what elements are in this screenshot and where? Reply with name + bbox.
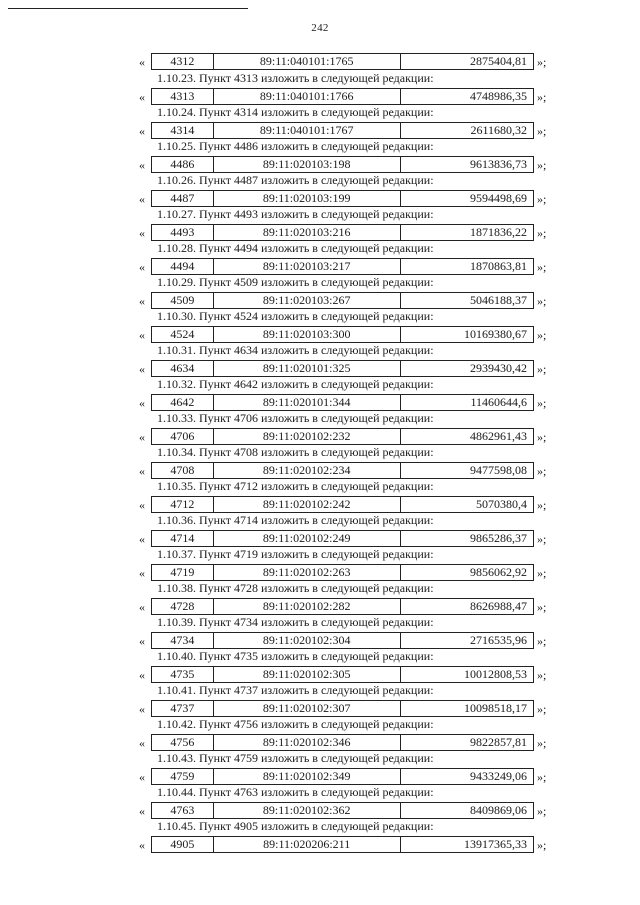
open-quote: « (139, 600, 145, 614)
amendment-heading: 1.10.30. Пункт 4524 изложить в следующей редакции: (157, 309, 434, 323)
amendment-heading-row (0, 682, 640, 699)
open-quote: « (139, 90, 145, 104)
amendment-heading-row (0, 206, 640, 223)
table-row (0, 393, 640, 410)
amendment-heading: 1.10.29. Пункт 4509 изложить в следующей редакции: (157, 275, 434, 289)
close-quote: »; (537, 566, 547, 580)
data-table-row (151, 326, 534, 343)
data-table-row (151, 258, 534, 275)
table-row (0, 665, 640, 682)
data-table-row (151, 292, 534, 309)
amendment-heading: 1.10.26. Пункт 4487 изложить в следующей редакции: (157, 173, 434, 187)
data-table-row (151, 734, 534, 751)
amendment-heading: 1.10.33. Пункт 4706 изложить в следующей редакции: (157, 411, 434, 425)
data-table-row (151, 530, 534, 547)
close-quote: »; (537, 736, 547, 750)
amendment-heading-row (0, 716, 640, 733)
item-number-cell: 4734 (152, 633, 214, 648)
amendment-heading: 1.10.42. Пункт 4756 изложить в следующей редакции: (157, 717, 434, 731)
cadastral-number-cell: 89:11:020102:242 (214, 497, 401, 512)
data-table-row (151, 632, 534, 649)
close-quote: »; (537, 702, 547, 716)
value-cell: 2875404,81 (470, 54, 527, 68)
close-quote: »; (537, 362, 547, 376)
open-quote: « (139, 668, 145, 682)
cadastral-number-cell: 89:11:020103:300 (214, 327, 401, 342)
value-cell: 2939430,42 (470, 361, 527, 375)
close-quote: »; (537, 838, 547, 852)
item-number-cell: 4509 (152, 293, 214, 308)
amendment-heading-row (0, 478, 640, 495)
value-cell: 9822857,81 (470, 735, 527, 749)
open-quote: « (139, 396, 145, 410)
close-quote: »; (537, 158, 547, 172)
data-table-row (151, 53, 534, 70)
data-line (0, 122, 640, 138)
item-number-cell: 4634 (152, 361, 214, 376)
amendment-heading: 1.10.24. Пункт 4314 изложить в следующей редакции: (157, 105, 434, 119)
item-number-cell: 4759 (152, 769, 214, 784)
page-number: 242 (311, 22, 329, 34)
item-number-cell: 4486 (152, 157, 214, 172)
data-line (0, 360, 640, 376)
amendment-heading: 1.10.40. Пункт 4735 изложить в следующей редакции: (157, 649, 434, 663)
data-table-row (151, 496, 534, 513)
data-table-row (151, 88, 534, 105)
value-cell: 9594498,69 (470, 191, 527, 205)
open-quote: « (139, 464, 145, 478)
amendment-list (0, 70, 640, 852)
value-cell: 13917365,33 (464, 837, 527, 851)
amendment-heading-row (0, 104, 640, 121)
item-number-cell: 4642 (152, 395, 214, 410)
data-table-row (151, 598, 534, 615)
cadastral-number-cell: 89:11:020102:307 (214, 701, 401, 716)
data-table-row (151, 156, 534, 173)
close-quote: »; (537, 634, 547, 648)
data-line (0, 156, 640, 172)
item-number-cell: 4719 (152, 565, 214, 580)
table-row (0, 529, 640, 546)
amendment-heading-row (0, 546, 640, 563)
amendment-heading: 1.10.41. Пункт 4737 изложить в следующей редакции: (157, 683, 434, 697)
cadastral-number-cell: 89:11:020102:346 (214, 735, 401, 750)
item-number-cell: 4737 (152, 701, 214, 716)
table-row-first (0, 53, 640, 70)
cadastral-number-cell: 89:11:020102:249 (214, 531, 401, 546)
item-number-cell: 4708 (152, 463, 214, 478)
top-rule (8, 8, 248, 9)
data-line (0, 700, 640, 716)
cadastral-number-cell: 89:11:020101:344 (214, 395, 401, 410)
data-line (0, 292, 640, 308)
data-table-row (151, 190, 534, 207)
open-quote: « (139, 192, 145, 206)
cadastral-number-cell: 89:11:020103:217 (214, 259, 401, 274)
data-line (0, 564, 640, 580)
data-table-row (151, 224, 534, 241)
item-number-cell: 4524 (152, 327, 214, 342)
data-line (0, 224, 640, 240)
amendment-heading: 1.10.44. Пункт 4763 изложить в следующей редакции: (157, 785, 434, 799)
data-line (0, 734, 640, 750)
item-number-cell: 4313 (152, 89, 214, 104)
data-line (0, 462, 640, 478)
item-number-cell: 4714 (152, 531, 214, 546)
open-quote: « (139, 702, 145, 716)
data-line (0, 394, 640, 410)
value-cell: 9856062,92 (470, 565, 527, 579)
amendment-heading-row (0, 410, 640, 427)
data-line (0, 326, 640, 342)
close-quote: »; (537, 90, 547, 104)
item-number-cell: 4494 (152, 259, 214, 274)
data-line (0, 496, 640, 512)
amendment-heading: 1.10.37. Пункт 4719 изложить в следующей редакции: (157, 547, 434, 561)
open-quote: « (139, 838, 145, 852)
item-number-cell: 4487 (152, 191, 214, 206)
item-number-cell: 4735 (152, 667, 214, 682)
close-quote: »; (537, 498, 547, 512)
open-quote: « (139, 362, 145, 376)
table-row (0, 835, 640, 852)
value-cell: 9433249,06 (470, 769, 527, 783)
close-quote: »; (537, 464, 547, 478)
cadastral-number-cell: 89:11:040101:1767 (214, 123, 401, 138)
table-row (0, 121, 640, 138)
data-table-row (151, 802, 534, 819)
value-cell: 8409869,06 (470, 803, 527, 817)
close-quote: »; (537, 124, 547, 138)
value-cell: 2611680,32 (470, 123, 527, 137)
item-number-cell: 4905 (152, 837, 214, 852)
amendment-heading-row (0, 614, 640, 631)
open-quote: « (139, 294, 145, 308)
open-quote: « (139, 260, 145, 274)
item-number-cell: 4756 (152, 735, 214, 750)
table-row (0, 223, 640, 240)
cadastral-number-cell: 89:11:020103:267 (214, 293, 401, 308)
amendment-heading: 1.10.31. Пункт 4634 изложить в следующей редакции: (157, 343, 434, 357)
data-table-row (151, 836, 534, 853)
close-quote: »; (537, 804, 547, 818)
cadastral-number-cell: 89:11:020206:211 (214, 837, 401, 852)
data-line (0, 88, 640, 104)
cadastral-number-cell: 89:11:020102:263 (214, 565, 401, 580)
open-quote: « (139, 770, 145, 784)
cadastral-number-cell: 89:11:040101:1765 (214, 54, 401, 69)
open-quote: « (139, 532, 145, 546)
close-quote: »; (537, 294, 547, 308)
open-quote: « (139, 804, 145, 818)
table-row (0, 699, 640, 716)
amendment-heading-row (0, 240, 640, 257)
open-quote: « (139, 498, 145, 512)
data-table-row (151, 666, 534, 683)
data-line (0, 768, 640, 784)
data-table-row (151, 428, 534, 445)
cadastral-number-cell: 89:11:020102:282 (214, 599, 401, 614)
table-row (0, 733, 640, 750)
close-quote: »; (537, 532, 547, 546)
amendment-heading-row (0, 512, 640, 529)
close-quote: »; (537, 226, 547, 240)
value-cell: 10169380,67 (464, 327, 527, 341)
amendment-heading-row (0, 274, 640, 291)
value-cell: 11460644,6 (470, 395, 527, 409)
table-row (0, 597, 640, 614)
value-cell: 2716535,96 (470, 633, 527, 647)
data-line (0, 666, 640, 682)
open-quote: « (139, 124, 145, 138)
data-line (0, 190, 640, 206)
item-number-cell: 4712 (152, 497, 214, 512)
amendment-heading: 1.10.35. Пункт 4712 изложить в следующей редакции: (157, 479, 434, 493)
value-cell: 9477598,08 (470, 463, 527, 477)
amendment-heading: 1.10.45. Пункт 4905 изложить в следующей редакции: (157, 819, 434, 833)
amendment-heading-row (0, 784, 640, 801)
close-quote: »; (537, 192, 547, 206)
table-row (0, 563, 640, 580)
value-cell: 1871836,22 (470, 225, 527, 239)
item-number-cell: 4763 (152, 803, 214, 818)
cadastral-number-cell: 89:11:020101:325 (214, 361, 401, 376)
amendment-heading: 1.10.28. Пункт 4494 изложить в следующей редакции: (157, 241, 434, 255)
table-row (0, 257, 640, 274)
item-number-cell: 4314 (152, 123, 214, 138)
amendment-heading-row (0, 818, 640, 835)
cadastral-number-cell: 89:11:020102:349 (214, 769, 401, 784)
close-quote: »; (537, 600, 547, 614)
amendment-heading-row (0, 750, 640, 767)
cadastral-number-cell: 89:11:020102:305 (214, 667, 401, 682)
value-cell: 10098518,17 (464, 701, 527, 715)
table-row (0, 427, 640, 444)
amendment-heading: 1.10.43. Пункт 4759 изложить в следующей редакции: (157, 751, 434, 765)
amendment-heading-row (0, 308, 640, 325)
data-line (0, 53, 640, 69)
cadastral-number-cell: 89:11:020102:234 (214, 463, 401, 478)
data-table-row (151, 394, 534, 411)
table-row (0, 155, 640, 172)
amendment-heading: 1.10.39. Пункт 4734 изложить в следующей редакции: (157, 615, 434, 629)
open-quote: « (139, 736, 145, 750)
amendment-heading: 1.10.27. Пункт 4493 изложить в следующей редакции: (157, 207, 434, 221)
data-table-row (151, 700, 534, 717)
open-quote: « (139, 634, 145, 648)
value-cell: 5046188,37 (470, 293, 527, 307)
data-table-row (151, 564, 534, 581)
amendment-heading-row (0, 444, 640, 461)
data-line (0, 632, 640, 648)
data-line (0, 258, 640, 274)
cadastral-number-cell: 89:11:040101:1766 (214, 89, 401, 104)
amendment-heading-row (0, 580, 640, 597)
cadastral-number-cell: 89:11:020102:304 (214, 633, 401, 648)
data-line (0, 598, 640, 614)
amendment-heading: 1.10.23. Пункт 4313 изложить в следующей редакции: (157, 71, 434, 85)
amendment-heading: 1.10.34. Пункт 4708 изложить в следующей редакции: (157, 445, 434, 459)
value-cell: 1870863,81 (470, 259, 527, 273)
cadastral-number-cell: 89:11:020103:199 (214, 191, 401, 206)
data-line (0, 836, 640, 852)
table-row (0, 325, 640, 342)
close-quote: »; (537, 55, 547, 69)
cadastral-number-cell: 89:11:020102:232 (214, 429, 401, 444)
amendment-heading: 1.10.38. Пункт 4728 изложить в следующей редакции: (157, 581, 434, 595)
item-number-cell: 4728 (152, 599, 214, 614)
amendment-heading-row (0, 342, 640, 359)
close-quote: »; (537, 328, 547, 342)
open-quote: « (139, 430, 145, 444)
amendment-heading-row (0, 70, 640, 87)
close-quote: »; (537, 668, 547, 682)
data-line (0, 530, 640, 546)
table-row (0, 87, 640, 104)
item-number-cell: 4493 (152, 225, 214, 240)
value-cell: 4862961,43 (470, 429, 527, 443)
data-table-row (151, 462, 534, 479)
cadastral-number-cell: 89:11:020103:198 (214, 157, 401, 172)
data-table-row (151, 360, 534, 377)
open-quote: « (139, 55, 145, 69)
data-table-row (151, 122, 534, 139)
open-quote: « (139, 226, 145, 240)
item-number-cell: 4706 (152, 429, 214, 444)
value-cell: 9865286,37 (470, 531, 527, 545)
value-cell: 8626988,47 (470, 599, 527, 613)
close-quote: »; (537, 396, 547, 410)
data-line (0, 802, 640, 818)
value-cell: 4748986,35 (470, 89, 527, 103)
item-number-cell: 4312 (152, 54, 214, 69)
table-row (0, 359, 640, 376)
amendment-heading: 1.10.32. Пункт 4642 изложить в следующей редакции: (157, 377, 434, 391)
value-cell: 9613836,73 (470, 157, 527, 171)
table-row (0, 495, 640, 512)
amendment-heading-row (0, 138, 640, 155)
data-table-row (151, 768, 534, 785)
amendment-heading: 1.10.36. Пункт 4714 изложить в следующей редакции: (157, 513, 434, 527)
amendment-heading: 1.10.25. Пункт 4486 изложить в следующей редакции: (157, 139, 434, 153)
table-row (0, 801, 640, 818)
open-quote: « (139, 158, 145, 172)
table-row (0, 291, 640, 308)
amendment-heading-row (0, 376, 640, 393)
document-body (0, 53, 640, 852)
amendment-heading-row (0, 172, 640, 189)
value-cell: 10012808,53 (464, 667, 527, 681)
open-quote: « (139, 566, 145, 580)
close-quote: »; (537, 770, 547, 784)
cadastral-number-cell: 89:11:020102:362 (214, 803, 401, 818)
close-quote: »; (537, 430, 547, 444)
data-line (0, 428, 640, 444)
table-row (0, 189, 640, 206)
close-quote: »; (537, 260, 547, 274)
table-row (0, 767, 640, 784)
value-cell: 5070380,4 (476, 497, 527, 511)
amendment-heading-row (0, 648, 640, 665)
table-row (0, 461, 640, 478)
table-row (0, 631, 640, 648)
cadastral-number-cell: 89:11:020103:216 (214, 225, 401, 240)
open-quote: « (139, 328, 145, 342)
